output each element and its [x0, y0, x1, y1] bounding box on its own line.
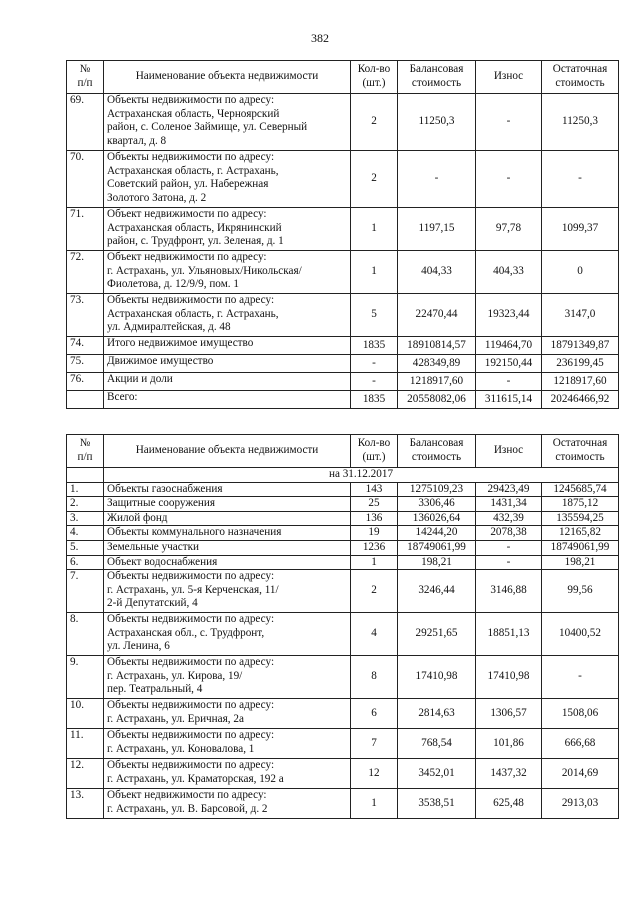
cell-qty: 8 — [351, 656, 398, 699]
cell-name: Объект недвижимости по адресу: г. Астрахань, ул. В. Барсовой, д. 2 — [104, 789, 351, 819]
cell-wear: 192150,44 — [476, 355, 542, 373]
cell-wear: 1431,34 — [476, 497, 542, 512]
cell-qty: 2 — [351, 94, 398, 151]
table-row — [67, 294, 619, 337]
cell-qty: 5 — [351, 294, 398, 337]
cell-residual: - — [542, 656, 619, 699]
cell-wear: 29423,49 — [476, 482, 542, 497]
table-header-row — [67, 435, 619, 468]
table-row — [67, 699, 619, 729]
cell-num: 7. — [67, 570, 104, 613]
cell-balance: 29251,65 — [398, 613, 476, 656]
cell-qty: 1236 — [351, 540, 398, 555]
cell-residual: 1218917,60 — [542, 373, 619, 391]
cell-name: Всего: — [104, 391, 351, 409]
cell-balance: 3246,44 — [398, 570, 476, 613]
cell-qty: 1 — [351, 251, 398, 294]
cell-num: 8. — [67, 613, 104, 656]
cell-num: 13. — [67, 789, 104, 819]
cell-num: 76. — [67, 373, 104, 391]
cell-num: 4. — [67, 526, 104, 541]
cell-qty: 143 — [351, 482, 398, 497]
table-row — [67, 511, 619, 526]
header-name: Наименование объекта недвижимости — [104, 61, 351, 94]
cell-name: Объекты недвижимости по адресу: г. Астрахань, ул. Кирова, 19/ пер. Театральный, 4 — [104, 656, 351, 699]
cell-num: 75. — [67, 355, 104, 373]
table-row — [67, 789, 619, 819]
cell-residual: 1245685,74 — [542, 482, 619, 497]
cell-num: 10. — [67, 699, 104, 729]
cell-num: 2. — [67, 497, 104, 512]
cell-residual: 10400,52 — [542, 613, 619, 656]
cell-qty: 1835 — [351, 337, 398, 355]
cell-num — [67, 391, 104, 409]
cell-balance: 3538,51 — [398, 789, 476, 819]
table-1-body — [67, 94, 619, 409]
cell-residual: 3147,0 — [542, 294, 619, 337]
cell-balance: 198,21 — [398, 555, 476, 570]
cell-balance: 1275109,23 — [398, 482, 476, 497]
cell-qty: 12 — [351, 759, 398, 789]
table-2-body — [67, 482, 619, 819]
cell-num: 1. — [67, 482, 104, 497]
table-row — [67, 656, 619, 699]
cell-balance: 22470,44 — [398, 294, 476, 337]
header-qty: Кол-во (шт.) — [351, 61, 398, 94]
header-name: Наименование объекта недвижимости — [104, 435, 351, 468]
section-label: на 31.12.2017 — [104, 468, 619, 483]
table-row — [67, 540, 619, 555]
page-number: 382 — [311, 31, 329, 45]
cell-balance: 3306,46 — [398, 497, 476, 512]
cell-balance: 14244,20 — [398, 526, 476, 541]
cell-balance: 2814,63 — [398, 699, 476, 729]
cell-name: Объекты недвижимости по адресу: Астраханская обл., с. Трудфронт, ул. Ленина, 6 — [104, 613, 351, 656]
table-header-row — [67, 61, 619, 94]
table-row — [67, 759, 619, 789]
cell-qty: 1 — [351, 555, 398, 570]
cell-qty: 4 — [351, 613, 398, 656]
cell-name: Объекты недвижимости по адресу: г. Астрахань, ул. Еричная, 2а — [104, 699, 351, 729]
cell-num: 9. — [67, 656, 104, 699]
cell-residual: 666,68 — [542, 729, 619, 759]
cell-wear: 404,33 — [476, 251, 542, 294]
cell-balance: 428349,89 — [398, 355, 476, 373]
header-residual: Остаточная стоимость — [542, 61, 619, 94]
cell-num: 5. — [67, 540, 104, 555]
section-num-cell — [67, 468, 104, 483]
cell-num: 73. — [67, 294, 104, 337]
cell-num: 70. — [67, 151, 104, 208]
cell-balance: 3452,01 — [398, 759, 476, 789]
cell-num: 12. — [67, 759, 104, 789]
cell-name: Объекты недвижимости по адресу: Астраханская область, г. Астрахань, ул. Адмиралтейская, д. 48 — [104, 294, 351, 337]
cell-residual: 12165,82 — [542, 526, 619, 541]
cell-balance: 18910814,57 — [398, 337, 476, 355]
cell-balance: 136026,64 — [398, 511, 476, 526]
table-row — [67, 208, 619, 251]
cell-residual: - — [542, 151, 619, 208]
table-row — [67, 570, 619, 613]
cell-num: 71. — [67, 208, 104, 251]
cell-wear: 1306,57 — [476, 699, 542, 729]
cell-qty: - — [351, 355, 398, 373]
cell-wear: 2078,38 — [476, 526, 542, 541]
cell-wear: 311615,14 — [476, 391, 542, 409]
cell-balance: - — [398, 151, 476, 208]
cell-balance: 17410,98 — [398, 656, 476, 699]
cell-name: Защитные сооружения — [104, 497, 351, 512]
cell-qty: 136 — [351, 511, 398, 526]
table-row — [67, 729, 619, 759]
header-balance: Балансовая стоимость — [398, 61, 476, 94]
cell-qty: 1 — [351, 789, 398, 819]
header-wear: Износ — [476, 435, 542, 468]
cell-balance: 1218917,60 — [398, 373, 476, 391]
table-row — [67, 526, 619, 541]
header-qty: Кол-во (шт.) — [351, 435, 398, 468]
cell-wear: 97,78 — [476, 208, 542, 251]
cell-num: 74. — [67, 337, 104, 355]
table-row — [67, 613, 619, 656]
cell-qty: 25 — [351, 497, 398, 512]
property-table-1 — [66, 60, 619, 409]
cell-balance: 11250,3 — [398, 94, 476, 151]
cell-qty: 2 — [351, 570, 398, 613]
cell-qty: 1835 — [351, 391, 398, 409]
cell-name: Объекты недвижимости по адресу: г. Астрахань, ул. 5-я Керченская, 11/ 2-й Депутатский, 4 — [104, 570, 351, 613]
table-row — [67, 94, 619, 151]
cell-name: Объекты недвижимости по адресу: Астраханская область, г. Астрахань, Советский район, ул. Набережная Золотого Затона, д. 2 — [104, 151, 351, 208]
table-row — [67, 497, 619, 512]
cell-qty: 19 — [351, 526, 398, 541]
cell-wear: 625,48 — [476, 789, 542, 819]
table-row — [67, 555, 619, 570]
cell-wear: 1437,32 — [476, 759, 542, 789]
cell-wear: 119464,70 — [476, 337, 542, 355]
cell-qty: 1 — [351, 208, 398, 251]
cell-num: 3. — [67, 511, 104, 526]
cell-name: Объекты газоснабжения — [104, 482, 351, 497]
cell-name: Объекты недвижимости по адресу: Астраханская область, Черноярский район, с. Соленое Займище, ул. Северный квартал, д. 8 — [104, 94, 351, 151]
cell-wear: 101,86 — [476, 729, 542, 759]
cell-wear: - — [476, 151, 542, 208]
table-row — [67, 251, 619, 294]
cell-name: Движимое имущество — [104, 355, 351, 373]
cell-balance: 20558082,06 — [398, 391, 476, 409]
cell-name: Объект водоснабжения — [104, 555, 351, 570]
cell-qty: - — [351, 373, 398, 391]
cell-wear: 3146,88 — [476, 570, 542, 613]
cell-balance: 18749061,99 — [398, 540, 476, 555]
header-wear: Износ — [476, 61, 542, 94]
cell-balance: 768,54 — [398, 729, 476, 759]
cell-wear: - — [476, 540, 542, 555]
cell-residual: 0 — [542, 251, 619, 294]
cell-residual: 20246466,92 — [542, 391, 619, 409]
table-row — [67, 337, 619, 355]
cell-name: Акции и доли — [104, 373, 351, 391]
cell-wear: 432,39 — [476, 511, 542, 526]
cell-wear: - — [476, 94, 542, 151]
cell-num: 72. — [67, 251, 104, 294]
cell-name: Итого недвижимое имущество — [104, 337, 351, 355]
table-row — [67, 373, 619, 391]
cell-residual: 236199,45 — [542, 355, 619, 373]
cell-balance: 404,33 — [398, 251, 476, 294]
table-row — [67, 355, 619, 373]
cell-wear: 19323,44 — [476, 294, 542, 337]
header-residual: Остаточная стоимость — [542, 435, 619, 468]
cell-num: 11. — [67, 729, 104, 759]
section-row — [67, 468, 619, 483]
cell-num: 69. — [67, 94, 104, 151]
cell-name: Объекты коммунального назначения — [104, 526, 351, 541]
table-row — [67, 151, 619, 208]
table-row — [67, 482, 619, 497]
cell-residual: 18791349,87 — [542, 337, 619, 355]
property-table-2 — [66, 434, 619, 819]
cell-name: Объекты недвижимости по адресу: г. Астрахань, ул. Коновалова, 1 — [104, 729, 351, 759]
cell-residual: 2014,69 — [542, 759, 619, 789]
cell-num: 6. — [67, 555, 104, 570]
cell-residual: 1099,37 — [542, 208, 619, 251]
cell-residual: 11250,3 — [542, 94, 619, 151]
cell-residual: 135594,25 — [542, 511, 619, 526]
header-balance: Балансовая стоимость — [398, 435, 476, 468]
cell-residual: 18749061,99 — [542, 540, 619, 555]
cell-name: Объект недвижимости по адресу: Астраханская область, Икрянинский район, с. Трудфронт, ул. Зеленая, д. 1 — [104, 208, 351, 251]
cell-wear: - — [476, 373, 542, 391]
header-num: № п/п — [67, 61, 104, 94]
cell-residual: 198,21 — [542, 555, 619, 570]
cell-wear: 18851,13 — [476, 613, 542, 656]
cell-wear: 17410,98 — [476, 656, 542, 699]
cell-name: Жилой фонд — [104, 511, 351, 526]
cell-qty: 7 — [351, 729, 398, 759]
cell-name: Объект недвижимости по адресу: г. Астрахань, ул. Ульяновых/Никольская/ Фиолетова, д. 12/9/9, пом. 1 — [104, 251, 351, 294]
cell-residual: 1875,12 — [542, 497, 619, 512]
cell-residual: 1508,06 — [542, 699, 619, 729]
cell-balance: 1197,15 — [398, 208, 476, 251]
cell-name: Объекты недвижимости по адресу: г. Астрахань, ул. Краматорская, 192 а — [104, 759, 351, 789]
cell-residual: 99,56 — [542, 570, 619, 613]
header-num: № п/п — [67, 435, 104, 468]
cell-qty: 2 — [351, 151, 398, 208]
cell-residual: 2913,03 — [542, 789, 619, 819]
cell-qty: 6 — [351, 699, 398, 729]
cell-wear: - — [476, 555, 542, 570]
cell-name: Земельные участки — [104, 540, 351, 555]
table-row — [67, 391, 619, 409]
